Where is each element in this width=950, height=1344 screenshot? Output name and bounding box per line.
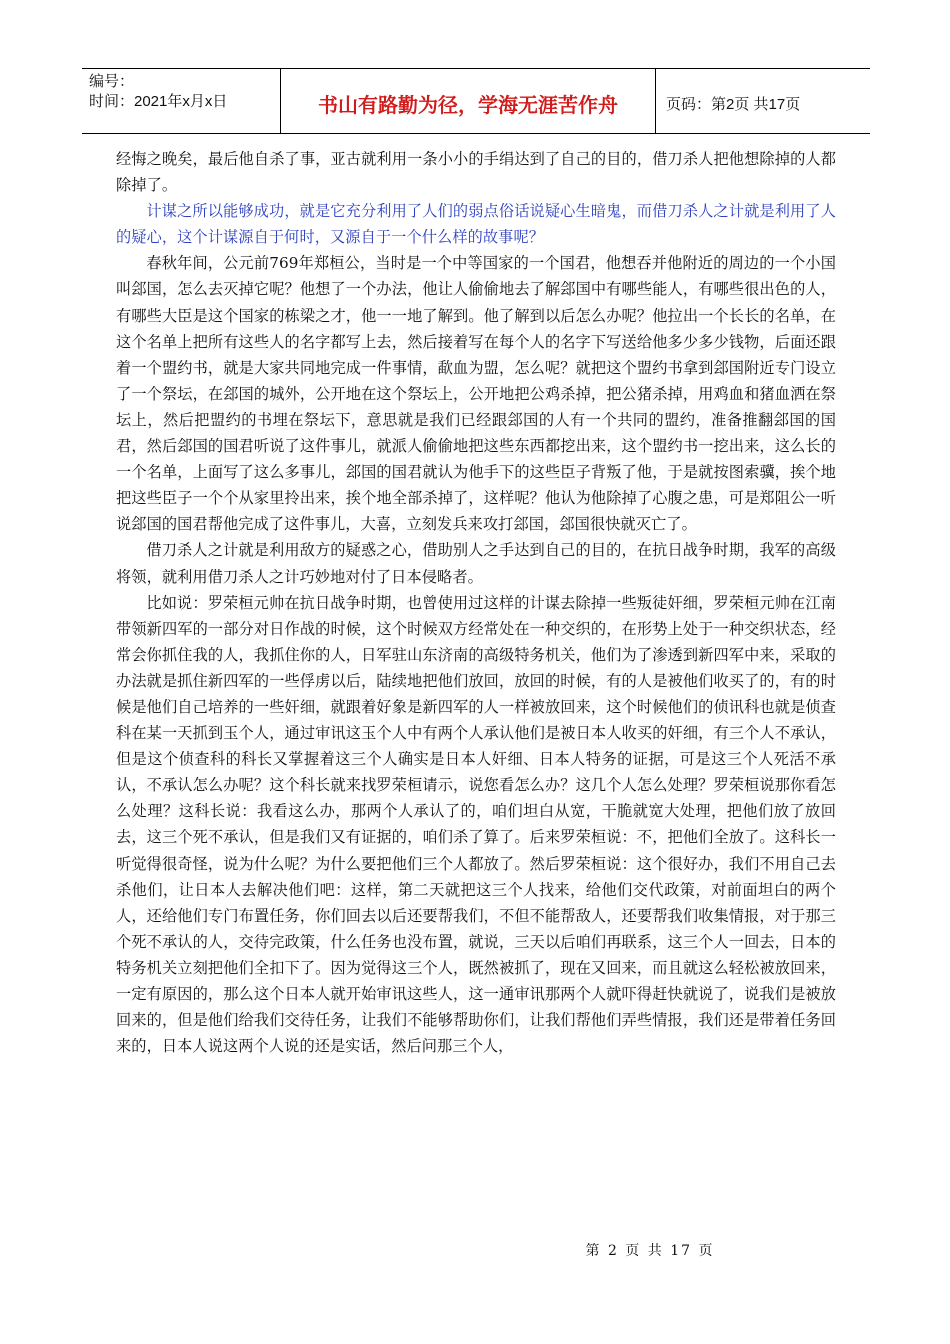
- header-meta: [82, 69, 281, 133]
- page-header: [82, 68, 870, 134]
- page-footer: 第 2 页 共 17 页: [585, 1243, 715, 1259]
- time-label: 时间：2021年x月x日: [89, 93, 228, 110]
- header-motto: 书山有路勤为径，学海无涯苦作舟: [281, 69, 656, 133]
- paragraph-5: 比如说：罗荣桓元帅在抗日战争时期，也曾使用过这样的计谋去除掉一些叛徒奸细，罗荣桓元帅在江南带领新四军的一部分对日作战的时候，这个时候双方经常处在一种交织的，在形势上处于一种交织状态，经常会你抓住我的人，我抓住你的人，日军驻山东济南的高级特务机关，他们为了渗透到新四军中来，采取的办法就是抓住新四军的一些俘虏以后，陆续地把他们放回，放回的时候，有的人是被他们收买了的，有的时候是他们自己培养的一些奸细，就跟着好象是新四军的人一样被放回来，这个时候他们的侦讯科也就是侦查科在某一天抓到玉个人，通过审讯这玉个人中有两个人承认他们是被日本人收买的奸细，有三个人不承认，但是这个侦查科的科长又掌握着这三个人确实是日本人奸细、日本人特务的证据，可是这三个人死活不承认，不承认怎么办呢？这个科长就来找罗荣桓请示，说您看怎么办？这几个人怎么处理？罗荣桓说那你看怎么处理？这科长说：我看这么办，那两个人承认了的，咱们坦白从宽，干脆就宽大处理，把他们放了放回去，这三个死不承认，但是我们又有证据的，咱们杀了算了。后来罗荣桓说：不，把他们全放了。这科长一听觉得很奇怪，说为什么呢？为什么要把他们三个人都放了。然后罗荣桓说：这个很好办，我们不用自己去杀他们，让日本人去解决他们吧：这样，第二天就把这三个人找来，给他们交代政策，对前面坦白的两个人，还给他们专门布置任务，你们回去以后还要帮我们，不但不能帮敌人，还要帮我们收集情报，对于那三个死不承认的人，交待完政策，什么任务也没布置，就说，三天以后咱们再联系，这三个人一回去，日本的特务机关立刻把他们全扣下了。因为觉得这三个人，既然被抓了，现在又回来，而且就这么轻松被放回来，一定有原因的，那么这个日本人就开始审讯这些人，这一通审讯那两个人就吓得赶快就说了，说我们是被放回来的，但是他们给我们交待任务，让我们不能够帮助你们，让我们帮他们弄些情报，我们还是带着任务回来的，日本人说这两个人说的还是实话，然后问那三个人，: [116, 593, 836, 1056]
- paragraph-3: 春秋年间，公元前769年郑桓公，当时是一个中等国家的一个国君，他想吞并他附近的周边的一个小国叫郐国，怎么去灭掉它呢？他想了一个办法，他让人偷偷地去了解郐国中有哪些能人，有哪些很出色的人，有哪些大臣是这个国家的栋梁之才，他一一地了解到。他了解到以后怎么办呢？他拉出一个长长的名单，在这个名单上把所有这些人的名字都写上去，然后接着写在每个人的名字下写送给他多少多少钱物，后面还跟着一个盟约书，就是大家共同地完成一件事情，歃血为盟，怎么呢？就把这个盟约书拿到郐国附近专门设立了一个祭坛，在郐国的城外，公开地在这个祭坛上，公开地把公鸡杀掉，把公猪杀掉，用鸡血和猪血洒在祭坛上，然后把盟约的书埋在祭坛下，意思就是我们已经跟郐国的人有一个共同的盟约，准备推翻郐国的国君，然后郐国的国君听说了这件事儿，就派人偷偷地把这些东西都挖出来，这个盟约书一挖出来，这么长的一个名单，上面写了这么多事儿，郐国的国君就认为他手下的这些臣子背叛了他，于是就按图索骥，挨个地把这些臣子一个个从家里拎出来，挨个地全部杀掉了，这样呢？他认为他除掉了心腹之患，可是郑阻公一听说郐国的国君帮他完成了这件事儿，大喜，立刻发兵来攻打郐国，郐国很快就灭亡了。: [116, 254, 836, 534]
- paragraph-2-highlight: 计谋之所以能够成功，就是它充分利用了人们的弱点俗话说疑心生暗鬼，而借刀杀人之计就是利用了人的疑心，这个计谋源自于何时，又源自于一个什么样的故事呢？: [116, 202, 836, 247]
- header-page-info: 页码：第2页 共17页: [666, 95, 801, 113]
- paragraph-4: 借刀杀人之计就是利用敌方的疑惑之心，借助别人之手达到自己的目的，在抗日战争时期，我军的高级将领，就利用借刀杀人之计巧妙地对付了日本侵略者。: [116, 541, 836, 586]
- body-text: [116, 146, 836, 1059]
- number-label: 编号：: [89, 73, 135, 90]
- paragraph-1: 经悔之晚矣，最后他自杀了事，亚古就利用一条小小的手绢达到了自己的目的，借刀杀人把他想除掉的人都除掉了。: [116, 150, 836, 195]
